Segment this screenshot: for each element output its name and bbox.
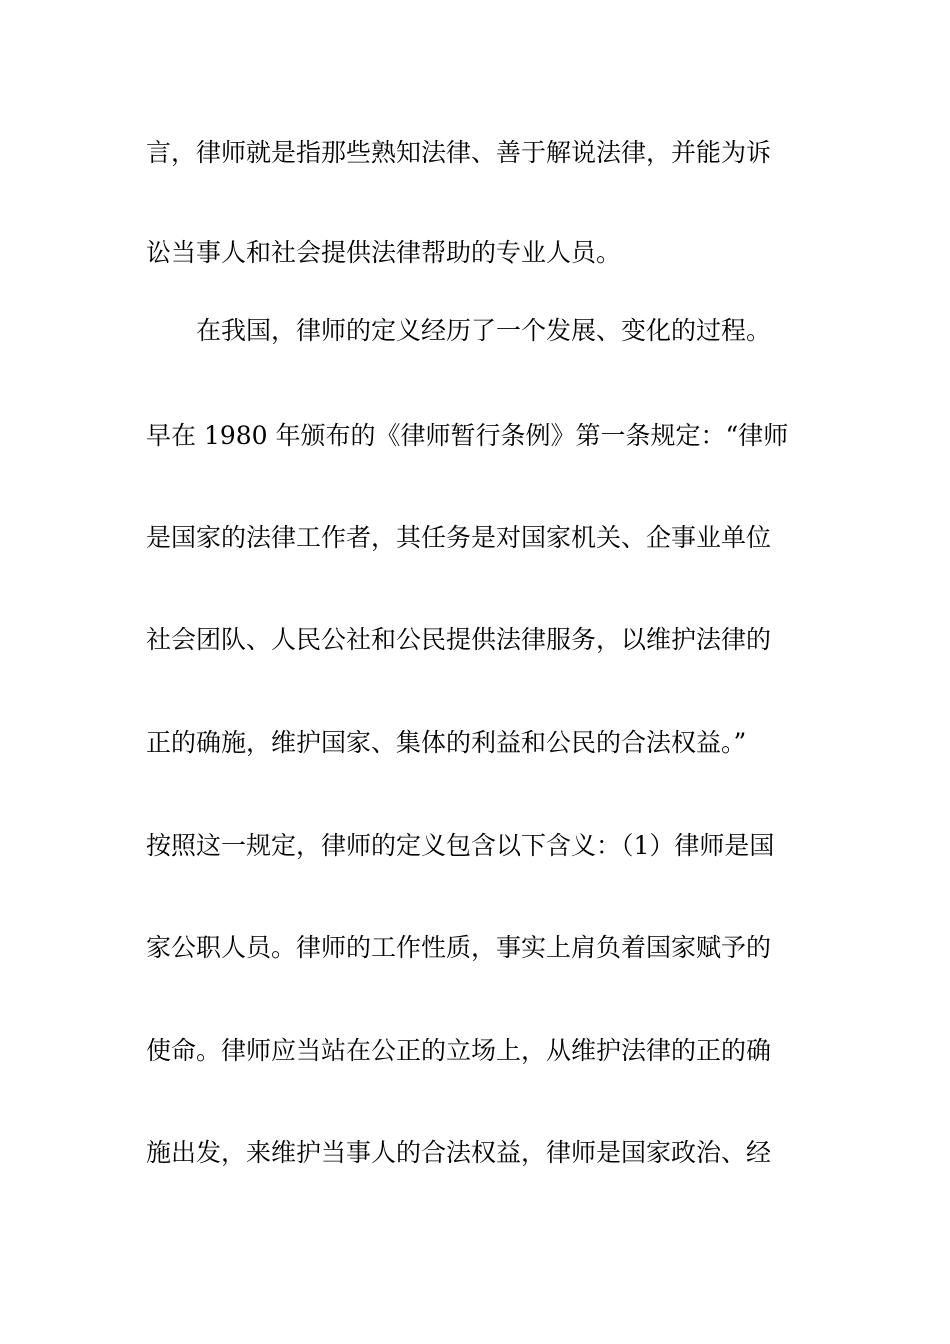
paragraph-start-line: 在我国，律师的定义经历了一个发展、变化的过程。	[196, 316, 772, 345]
text-line-8: 按照这一规定，律师的定义包含以下含义：（1）律师是国	[146, 831, 775, 860]
text-line-5: 是国家的法律工作者，其任务是对国家机关、企事业单位	[146, 523, 772, 552]
text-line-7: 正的确施，维护国家、集体的利益和公民的合法权益。”	[146, 728, 747, 757]
text-line-6: 社会团队、人民公社和公民提供法律服务，以维护法律的	[146, 625, 772, 654]
text-line-2: 讼当事人和社会提供法律帮助的专业人员。	[146, 238, 622, 267]
text-line-10: 使命。律师应当站在公正的立场上，从维护法律的正的确	[146, 1036, 772, 1065]
text-line-9: 家公职人员。律师的工作性质，事实上肩负着国家赋予的	[146, 933, 772, 962]
text-line-11: 施出发，来维护当事人的合法权益，律师是国家政治、经	[146, 1138, 772, 1167]
text-line-1: 言，律师就是指那些熟知法律、善于解说法律，并能为诉	[146, 138, 772, 167]
text-line-4: 早在 1980 年颁布的《律师暂行条例》第一条规定：“律师	[146, 421, 789, 450]
